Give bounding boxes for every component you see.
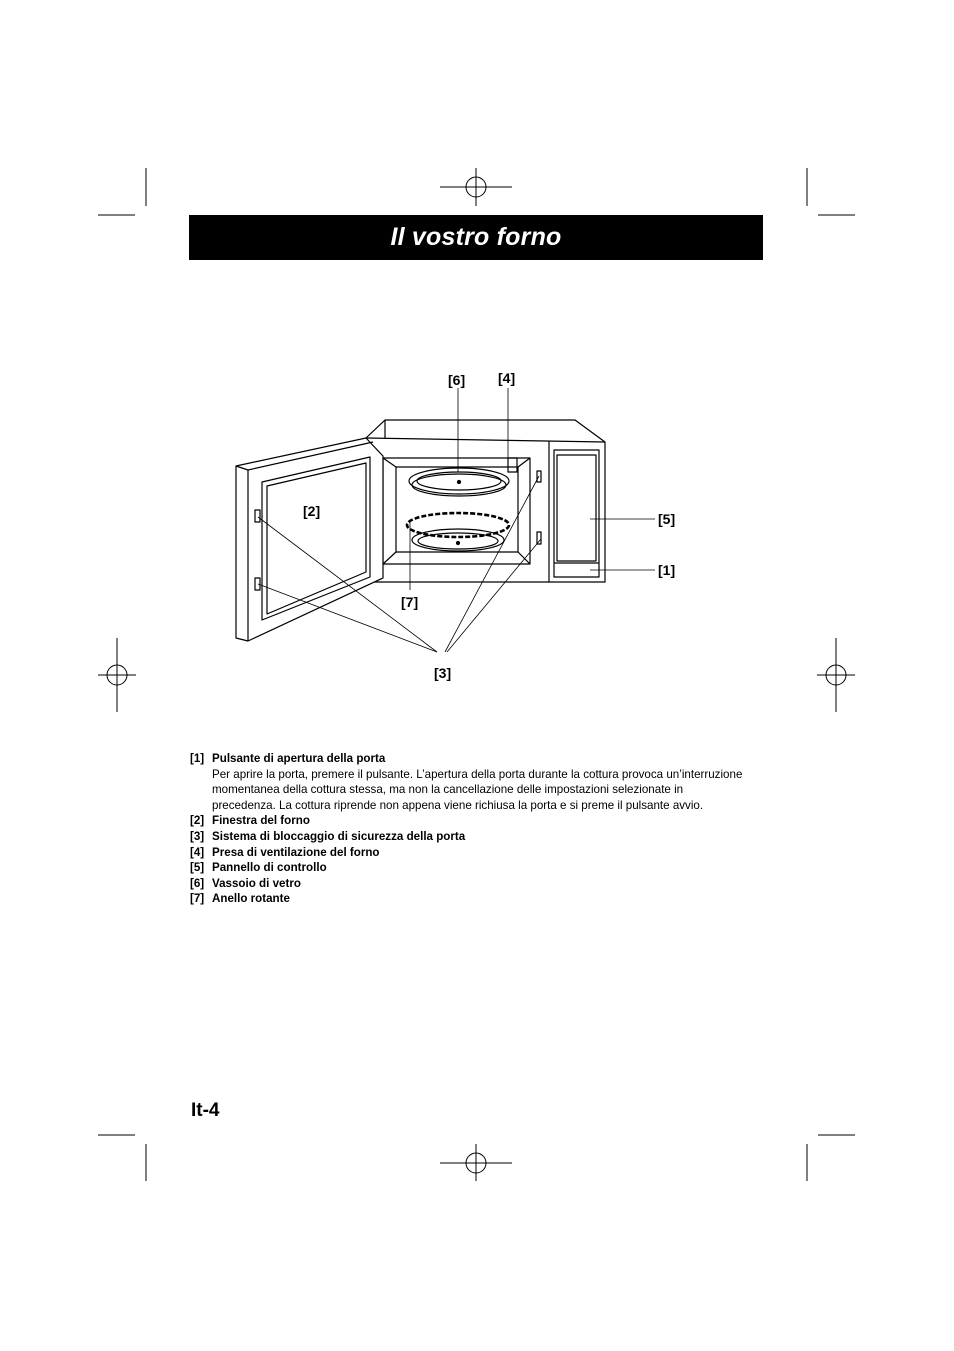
- page-title: Il vostro forno: [390, 223, 562, 251]
- legend-item: [3] Sistema di bloccaggio di sicurezza della porta: [190, 829, 466, 843]
- legend-item: [7] Anello rotante: [190, 892, 290, 906]
- legend-item: [4] Presa di ventilazione del forno: [190, 845, 380, 859]
- legend-item: [2] Finestra del forno: [190, 814, 310, 828]
- oven-body: [366, 420, 605, 582]
- parts-legend: [190, 751, 750, 907]
- callout-1: [1]: [658, 562, 676, 578]
- callout-6: [6]: [448, 372, 466, 388]
- callout-5: [5]: [658, 511, 676, 527]
- oven-door: [236, 438, 383, 641]
- callout-7: [7]: [401, 594, 419, 610]
- callout-4: [4]: [498, 370, 516, 386]
- callout-3: [3]: [434, 665, 452, 681]
- legend-item: [5] Pannello di controllo: [190, 861, 327, 875]
- legend-item: [6] Vassoio di vetro: [190, 876, 301, 890]
- page-number: It-4: [191, 1100, 220, 1121]
- legend-description: Per aprire la porta, premere il pulsante. L’apertura della porta durante la cottura provoca un’interruzione momentanea della cottura stessa, ma non la cancellazione delle impostazioni selezionate in precedenza. La cottura riprende non appena viene richiusa la porta e si preme il pulsante avvio.: [212, 767, 743, 812]
- callout-2: [2]: [303, 503, 321, 519]
- legend-item: [1] Pulsante di apertura della porta: [190, 752, 386, 765]
